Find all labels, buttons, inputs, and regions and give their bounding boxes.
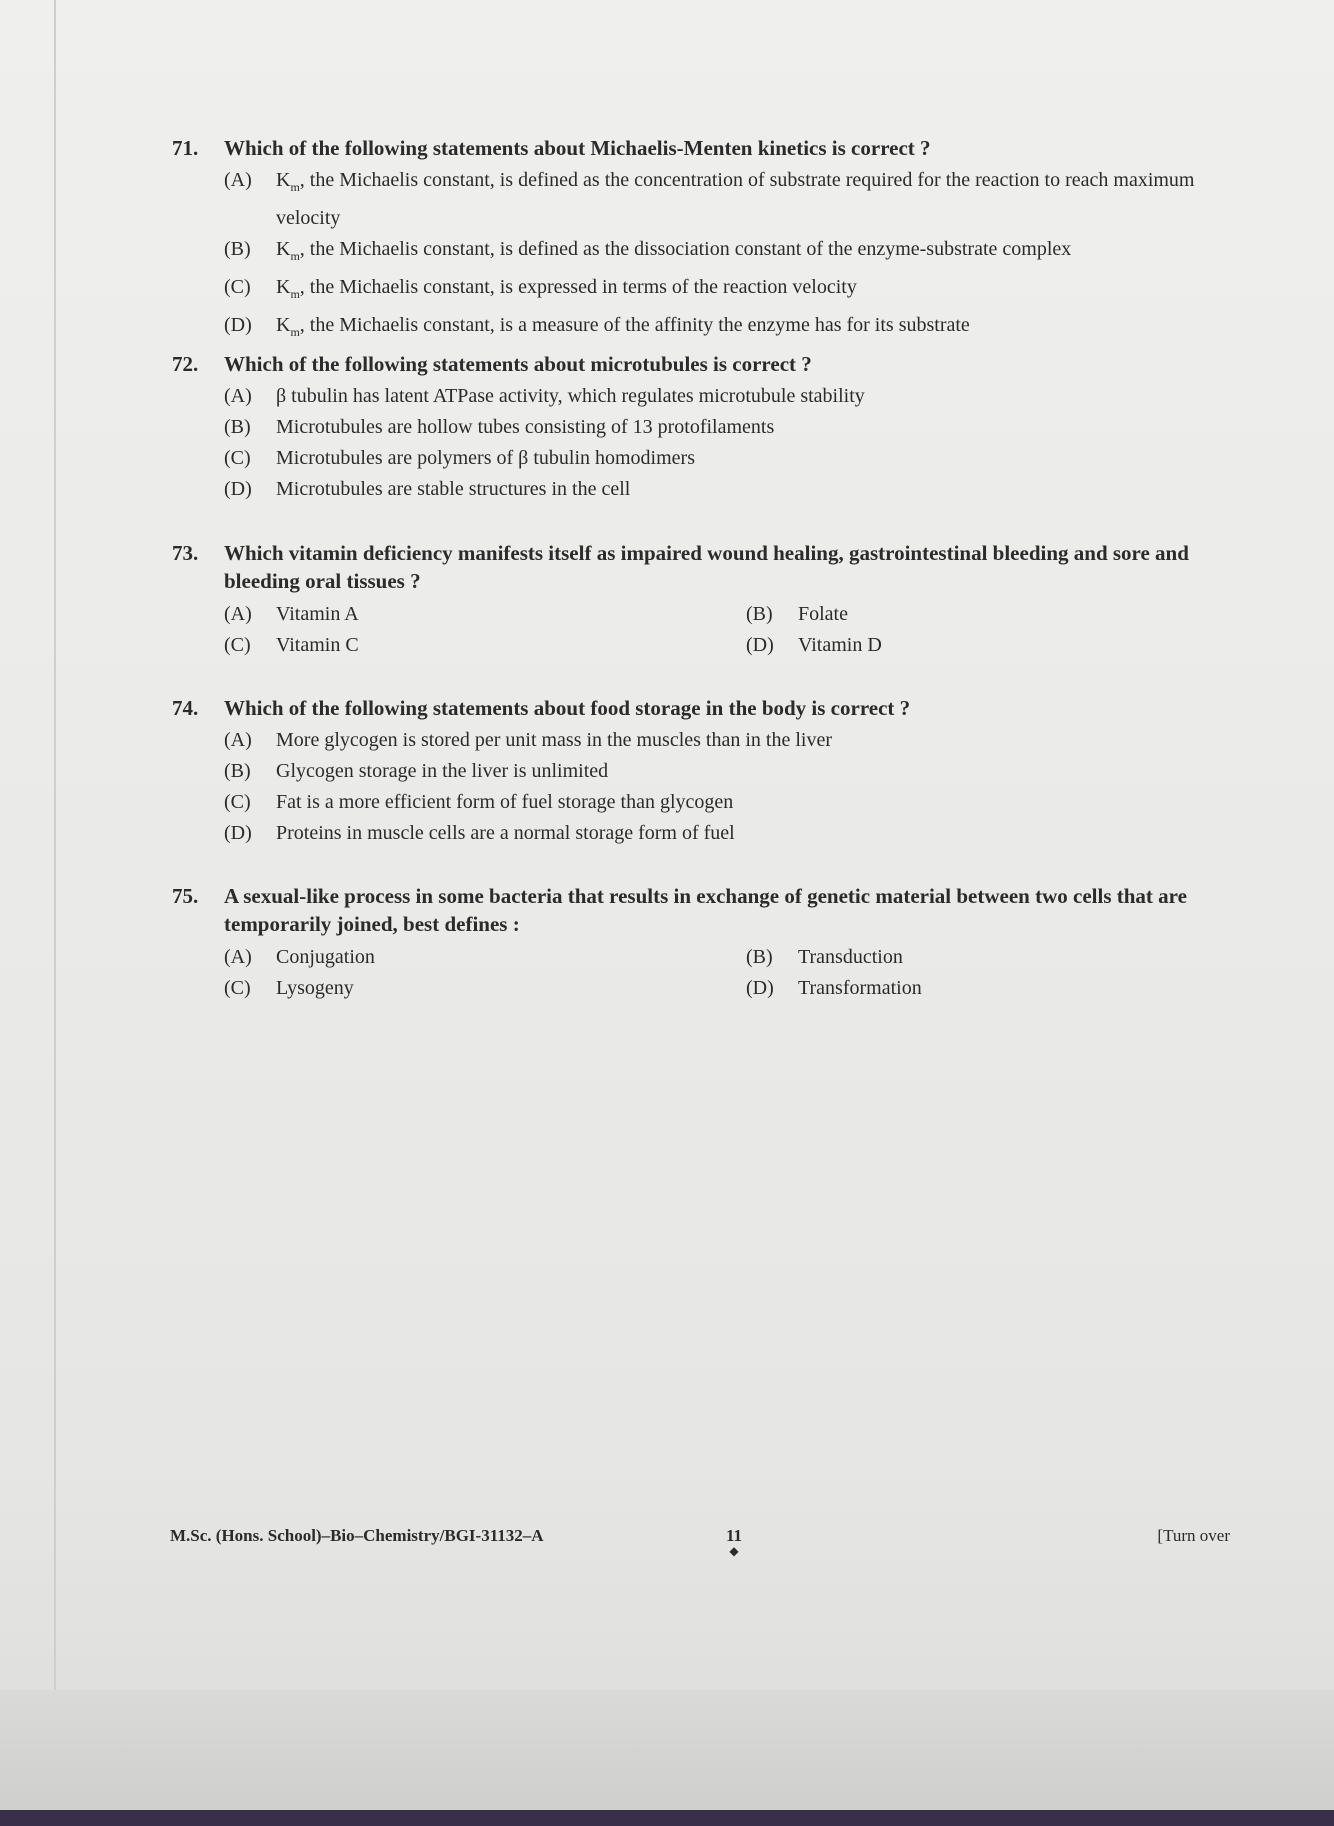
question-text: A sexual-like process in some bacteria that results in exchange of genetic material between two cells that are temporarily joined, best defines :	[224, 884, 1187, 936]
option-a: (A) $K_m$, the Michaelis constant, is defined as the concentration of substrate required for the reaction to reach maximum velocity	[224, 169, 1195, 229]
options-grid	[224, 599, 1232, 661]
question-75	[172, 882, 1232, 1004]
question-73	[172, 539, 1232, 661]
question-number: 72.	[172, 352, 199, 376]
option-c: (C) Fat is a more efficient form of fuel storage than glycogen	[224, 791, 734, 813]
question-74	[172, 694, 1232, 849]
option-d: (D) Transformation	[746, 977, 922, 999]
option-d: (D) Vitamin D	[746, 634, 882, 656]
question-72	[172, 350, 1232, 505]
turn-over-note: [Turn over	[1157, 1526, 1230, 1545]
option-d: (D) Proteins in muscle cells are a normal storage form of fuel	[224, 822, 735, 844]
option-b: (B) Microtubules are hollow tubes consisting of 13 protofilaments	[224, 416, 775, 438]
option-b: (B) $K_m$, the Michaelis constant, is defined as the dissociation constant of the enzyme-substrate complex	[224, 238, 1072, 263]
options-list	[224, 381, 1232, 505]
question-stem	[172, 134, 1232, 162]
option-d: (D) Microtubules are stable structures in the cell	[224, 478, 631, 500]
scanner-bottom-strip	[0, 1810, 1334, 1826]
paper-bottom-shadow	[0, 1690, 1334, 1810]
options-list	[224, 725, 1232, 849]
option-c: (C) $K_m$, the Michaelis constant, is expressed in terms of the reaction velocity	[224, 276, 857, 301]
question-stem	[172, 350, 1232, 378]
option-b: (B) Glycogen storage in the liver is unlimited	[224, 760, 609, 782]
options-grid	[224, 942, 1232, 1004]
question-stem	[172, 694, 1232, 722]
question-stem	[172, 539, 1232, 595]
question-number: 73.	[172, 541, 199, 565]
option-c: (C) Microtubules are polymers of β tubulin homodimers	[224, 447, 695, 469]
question-71	[172, 134, 1232, 348]
diamond-icon: ◆	[729, 1544, 739, 1558]
question-text: Which of the following statements about Michaelis-Menten kinetics is correct ?	[224, 136, 931, 160]
option-c: (C) Lysogeny	[224, 977, 354, 999]
question-stem	[172, 882, 1232, 938]
paper-code: M.Sc. (Hons. School)–Bio–Chemistry/BGI-31132–A	[170, 1526, 544, 1545]
question-number: 74.	[172, 696, 199, 720]
options-list	[224, 165, 1232, 348]
option-c: (C) Vitamin C	[224, 634, 359, 656]
option-d: (D) $K_m$, the Michaelis constant, is a measure of the affinity the enzyme has for its substrate	[224, 314, 970, 339]
option-b: (B) Transduction	[746, 946, 903, 968]
option-b: (B) Folate	[746, 603, 848, 625]
question-text: Which of the following statements about microtubules is correct ?	[224, 352, 812, 376]
question-number: 71.	[172, 136, 199, 160]
page-footer	[170, 1518, 1230, 1558]
page-number: 11 ◆	[726, 1526, 743, 1558]
question-number: 75.	[172, 884, 199, 908]
option-a: (A) More glycogen is stored per unit mass in the muscles than in the liver	[224, 729, 832, 751]
option-a: (A) Vitamin A	[224, 603, 359, 625]
question-text: Which vitamin deficiency manifests itself as impaired wound healing, gastrointestinal bleeding and sore and bleeding oral tissues ?	[224, 541, 1189, 593]
paper-edge	[54, 0, 56, 1690]
option-a: (A) Conjugation	[224, 946, 375, 968]
question-text: Which of the following statements about food storage in the body is correct ?	[224, 696, 911, 720]
option-a: (A) β tubulin has latent ATPase activity, which regulates microtubule stability	[224, 385, 865, 407]
